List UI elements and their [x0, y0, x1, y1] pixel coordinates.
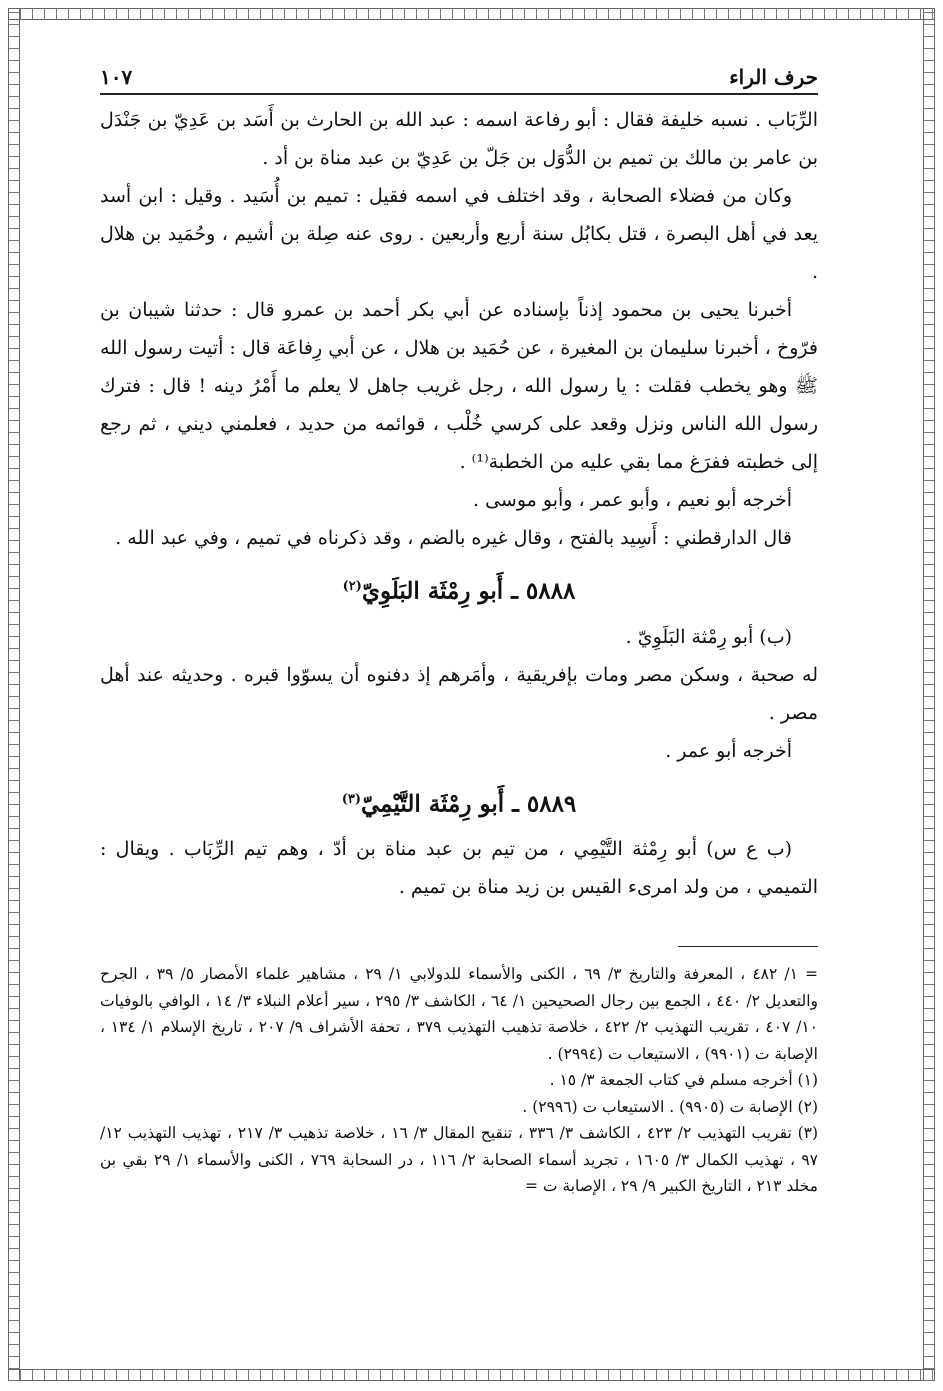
footnotes [100, 961, 818, 1200]
ornamental-border-left [8, 8, 20, 1381]
paragraph-entry-name: (ب ع س) أبو رِمْثة التَّيْمِي ، من تيم بن عبد مناة بن أدّ ، وهم تيم الرِّبَاب . ويقال : التميمي ، من ولد امرىء القيس بن زيد مناة بن تميم . [100, 838, 818, 899]
paragraph-biography: وكان من فضلاء الصحابة ، وقد اختلف في اسمه فقيل : تميم بن أُسَيد . وقيل : ابن أسد يعد في أهل البصرة ، قتل بكابُل سنة أربع وأربعين . روى عنه صِلة بن أشيم ، وحُمَيد بن هلال . [100, 185, 818, 283]
book-page [100, 55, 818, 1200]
entry-heading-text: ٥٨٨٩ ـ أَبو رِمْثَة التَّيْمِيّ [360, 790, 577, 818]
footnote-marker: (٢) [342, 579, 362, 594]
running-title: حرف الراء [729, 65, 818, 89]
page-header [100, 55, 818, 89]
entry-heading-5889 [100, 776, 818, 829]
main-text [100, 101, 818, 906]
header-rule [100, 93, 818, 95]
paragraph-entry-name: (ب) أبو رِمْثة البَلَوِيّ . [625, 625, 792, 648]
footnote-continuation: = ١/ ٤٨٢ ، المعرفة والتاريخ ٣/ ٦٩ ، الكنى والأسماء للدولابي ١/ ٢٩ ، مشاهير علماء الأمصار ٥/ ٣٩ ، الجرح والتعديل ٢/ ٤٤٠ ، الجمع بين رجال الصحيحين ١/ ٦٤ ، الكاشف ٣/ ٢٩٥ ، سير أعلام النبلاء ٣/ ١٤ ، الوافي بالوفيات ١٠/ ٤٠٧ ، تقريب التهذيب ٢/ ٤٢٢ ، خلاصة تذهيب التهذيب ٣٧٩ ، تحفة الأشراف ٩/ ٢٠٧ ، تاريخ الإسلام ١/ ١٣٤ ، الإصابة ت (٩٩٠١) ، الاستيعاب ت (٢٩٩٤) . [100, 965, 819, 1063]
paragraph-sources: أخرجه أبو نعيم ، وأبو عمر ، وأبو موسى . [473, 489, 792, 511]
ornamental-border-right [923, 8, 935, 1381]
footnote-3: (٣) تقريب التهذيب ٢/ ٤٢٣ ، الكاشف ٣/ ٣٣٦ ، تنقيح المقال ٣/ ١٦ ، خلاصة تذهيب ٣/ ٢١٧ ، تهذيب التهذيب ١٢/ ٩٧ ، تهذيب الكمال ٣/ ١٦٠٥ ، تجريد أسماء الصحابة ٢/ ١١٦ ، در السحابة ٧٦٩ ، الكنى والأسماء ١/ ٢٩ بقي بن مخلد ٢١٣ ، التاريخ الكبير ٩/ ٢٩ ، الإصابة ت = [100, 1124, 819, 1196]
paragraph-entry-bio: له صحبة ، وسكن مصر ومات بإفريقية ، وأمَرهم إذ دفنوه أن يسوّوا قبره . وحديثه عند أهل مصر . [100, 663, 818, 724]
paragraph-entry-source: أخرجه أبو عمر . [665, 739, 792, 762]
ornamental-border-top [8, 8, 935, 20]
footnote-2: (٢) الإصابة ت (٩٩٠٥) . الاستيعاب ت (٢٩٩٦) . [522, 1097, 818, 1116]
footnote-1: (١) أخرجه مسلم في كتاب الجمعة ٣/ ١٥ . [549, 1071, 818, 1090]
paragraph-hadith: أخبرنا يحيى بن محمود إذناً بإسناده عن أبي بكر أحمد بن عمرو قال : حدثنا شيبان بن فرّوخ ، أخبرنا سليمان بن المغيرة ، عن حُمَيد بن هلال ، عن أبي رِفاعَة قال : أتيت رسول الله ﷺ وهو يخطب فقلت : يا رسول الله ، رجل غريب جاهل لا يعلم ما أَمْرُ دينه ! قال : فترك رسول الله الناس ونزل وقعد على كرسي خُلْب ، قوائمه من حديد ، فعلمني ديني ، ثم رجع إلى خطبته ففرَغ مما بقي عليه من الخطبة⁽¹⁾ . [100, 299, 818, 473]
entry-heading-5888 [100, 563, 818, 616]
ornamental-border-bottom [8, 1369, 935, 1381]
footnote-rule [678, 946, 818, 947]
paragraph-daraqutni: قال الدارقطني : أَسِيد بالفتح ، وقال غيره بالضم ، وقد ذكرناه في تميم ، وفي عبد الله . [115, 527, 792, 549]
page-number: ١٠٧ [100, 65, 133, 89]
entry-heading-text: ٥٨٨٨ ـ أَبو رِمْثَة البَلَوِيّ [361, 577, 576, 605]
footnote-marker: (٣) [341, 791, 361, 807]
paragraph-lineage: الرِّبَاب . نسبه خليفة فقال : أبو رفاعة اسمه : عبد الله بن الحارث بن أَسَد بن عَدِيّ بن جَنْدَل بن عامر بن مالك بن تميم بن الدُّوَل بن جَلّ بن عَدِيّ بن عبد مناة بن أد . [100, 109, 818, 169]
